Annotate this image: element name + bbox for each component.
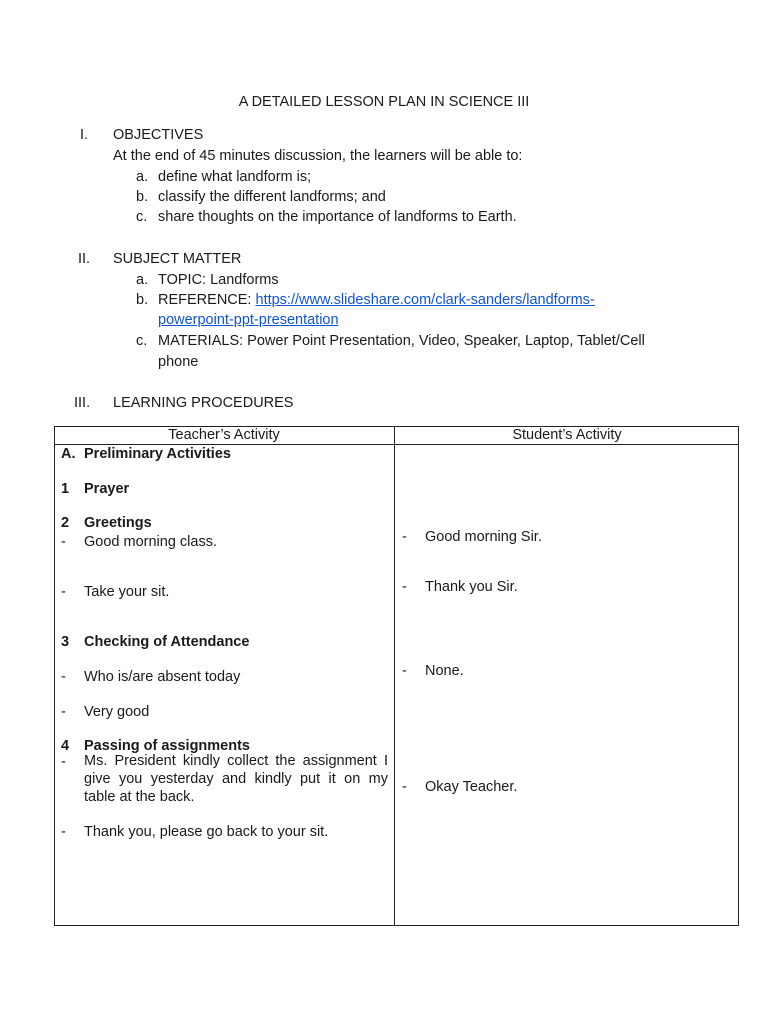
subject-materials-line-2: phone	[158, 354, 199, 370]
section-heading-subject-matter: SUBJECT MATTER	[113, 251, 242, 267]
subject-letter-b: b.	[136, 292, 149, 308]
section-numeral-objectives: I.	[80, 127, 89, 143]
section-marker-a: A.	[61, 446, 76, 462]
section-heading-objectives: OBJECTIVES	[113, 127, 204, 143]
teacher-who-absent: Who is/are absent today	[84, 669, 241, 685]
reference-line-1	[158, 291, 595, 309]
step-number-greetings: 2	[61, 515, 70, 531]
bullet-dash: -	[61, 824, 66, 840]
subject-letter-c: c.	[136, 333, 148, 349]
step-label-assignments: Passing of assignments	[84, 738, 250, 754]
teacher-thank-you: Thank you, please go back to your sit.	[84, 824, 329, 840]
bullet-dash: -	[61, 704, 66, 720]
objectives-intro: At the end of 45 minutes discussion, the learners will be able to:	[113, 148, 523, 164]
bullet-dash: -	[402, 663, 407, 679]
teacher-take-sit: Take your sit.	[84, 584, 170, 600]
objective-item-a: define what landform is;	[158, 169, 312, 185]
bullet-dash: -	[402, 579, 407, 595]
subject-topic: TOPIC: Landforms	[158, 272, 279, 288]
section-label-preliminary: Preliminary Activities	[84, 446, 231, 462]
objective-item-b: classify the different landforms; and	[158, 189, 386, 205]
subject-letter-a: a.	[136, 272, 149, 288]
subject-materials-line-1: MATERIALS: Power Point Presentation, Video, Speaker, Laptop, Tablet/Cell	[158, 333, 645, 349]
document-title: A DETAILED LESSON PLAN IN SCIENCE III	[238, 94, 530, 110]
step-number-attendance: 3	[61, 634, 70, 650]
student-okay: Okay Teacher.	[425, 779, 518, 795]
teacher-very-good: Very good	[84, 704, 150, 720]
section-numeral-procedures: III.	[74, 395, 91, 411]
reference-link-continued[interactable]: powerpoint-ppt-presentation	[158, 312, 339, 328]
table-column-divider	[394, 426, 395, 926]
step-number-prayer: 1	[61, 481, 70, 497]
student-good-morning: Good morning Sir.	[425, 529, 542, 545]
table-header-teacher: Teacher’s Activity	[168, 427, 280, 443]
student-none: None.	[425, 663, 464, 679]
section-numeral-subject-matter: II.	[78, 251, 91, 267]
step-label-greetings: Greetings	[84, 515, 152, 531]
objective-letter-a: a.	[136, 169, 149, 185]
teacher-ms-president: Ms. President kindly collect the assignment I give you yesterday and kindly put it on my table at the back.	[84, 753, 388, 805]
bullet-dash: -	[61, 669, 66, 685]
objective-letter-c: c.	[136, 209, 148, 225]
table-header-student: Student’s Activity	[512, 427, 622, 443]
bullet-dash: -	[61, 754, 66, 770]
bullet-dash: -	[402, 779, 407, 795]
objective-letter-b: b.	[136, 189, 149, 205]
teacher-good-morning: Good morning class.	[84, 534, 217, 550]
reference-link[interactable]: https://www.slideshare.com/clark-sanders/landforms-	[255, 292, 595, 308]
bullet-dash: -	[402, 529, 407, 545]
student-thank-you: Thank you Sir.	[425, 579, 518, 595]
step-label-prayer: Prayer	[84, 481, 130, 497]
step-label-attendance: Checking of Attendance	[84, 634, 250, 650]
reference-label: REFERENCE:	[158, 292, 256, 308]
bullet-dash: -	[61, 584, 66, 600]
bullet-dash: -	[61, 534, 66, 550]
section-heading-procedures: LEARNING PROCEDURES	[113, 395, 294, 411]
objective-item-c: share thoughts on the importance of landforms to Earth.	[158, 209, 517, 225]
step-number-assignments: 4	[61, 738, 70, 754]
